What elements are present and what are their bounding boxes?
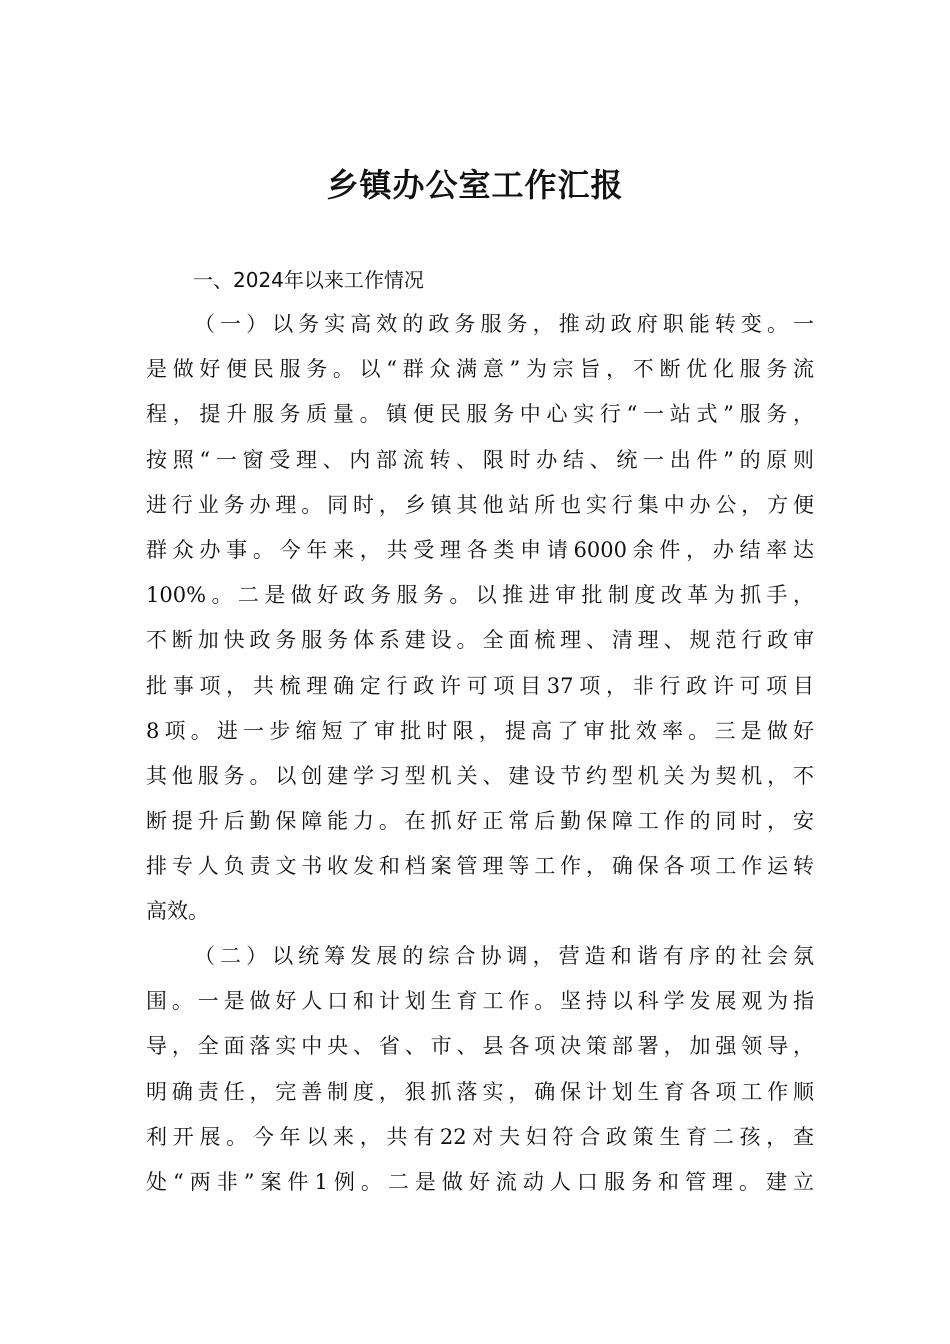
paragraph-line: （二）以统筹发展的综合协调，营造和谐有序的社会氛 xyxy=(194,944,814,968)
paragraph-2 xyxy=(146,934,814,1205)
paragraph-line: 其他服务。以创建学习型机关、建设节约型机关为契机，不 xyxy=(146,763,814,788)
document-title: 乡镇办公室工作汇报 xyxy=(326,166,624,204)
paragraph-line: 处“两非”案件1例。二是做好流动人口服务和管理。建立 xyxy=(146,1169,814,1194)
paragraph-line: 明确责任，完善制度，狠抓落实，确保计划生育各项工作顺 xyxy=(146,1079,814,1104)
paragraph-line: 高效。 xyxy=(146,899,209,924)
paragraph-line: 程，提升服务质量。镇便民服务中心实行“一站式”服务， xyxy=(146,402,814,427)
paragraph-line: 围。一是做好人口和计划生育工作。坚持以科学发展观为指 xyxy=(146,989,814,1014)
paragraph-line: 批事项，共梳理确定行政许可项目37项，非行政许可项目 xyxy=(146,673,814,698)
paragraph-line: 是做好便民服务。以“群众满意”为宗旨，不断优化服务流 xyxy=(146,357,814,382)
paragraph-line: （一）以务实高效的政务服务，推动政府职能转变。一 xyxy=(194,312,814,336)
paragraph-line: 排专人负责文书收发和档案管理等工作，确保各项工作运转 xyxy=(146,854,814,879)
section-heading: 一、2024年以来工作情况 xyxy=(193,268,424,292)
paragraph-1 xyxy=(146,302,814,935)
paragraph-line: 利开展。今年以来，共有22对夫妇符合政策生育二孩，查 xyxy=(146,1124,814,1149)
paragraph-line: 进行业务办理。同时，乡镇其他站所也实行集中办公，方便 xyxy=(146,492,814,517)
paragraph-line: 按照“一窗受理、内部流转、限时办结、统一出件”的原则 xyxy=(146,447,814,472)
paragraph-line: 8项。进一步缩短了审批时限，提高了审批效率。三是做好 xyxy=(146,718,814,743)
paragraph-line: 100%。二是做好政务服务。以推进审批制度改革为抓手， xyxy=(146,583,814,608)
paragraph-line: 群众办事。今年来，共受理各类申请6000余件，办结率达 xyxy=(146,537,814,562)
paragraph-line: 断提升后勤保障能力。在抓好正常后勤保障工作的同时，安 xyxy=(146,809,814,834)
paragraph-line: 导，全面落实中央、省、市、县各项决策部署，加强领导， xyxy=(146,1034,814,1059)
paragraph-line: 不断加快政务服务体系建设。全面梳理、清理、规范行政审 xyxy=(146,628,814,653)
